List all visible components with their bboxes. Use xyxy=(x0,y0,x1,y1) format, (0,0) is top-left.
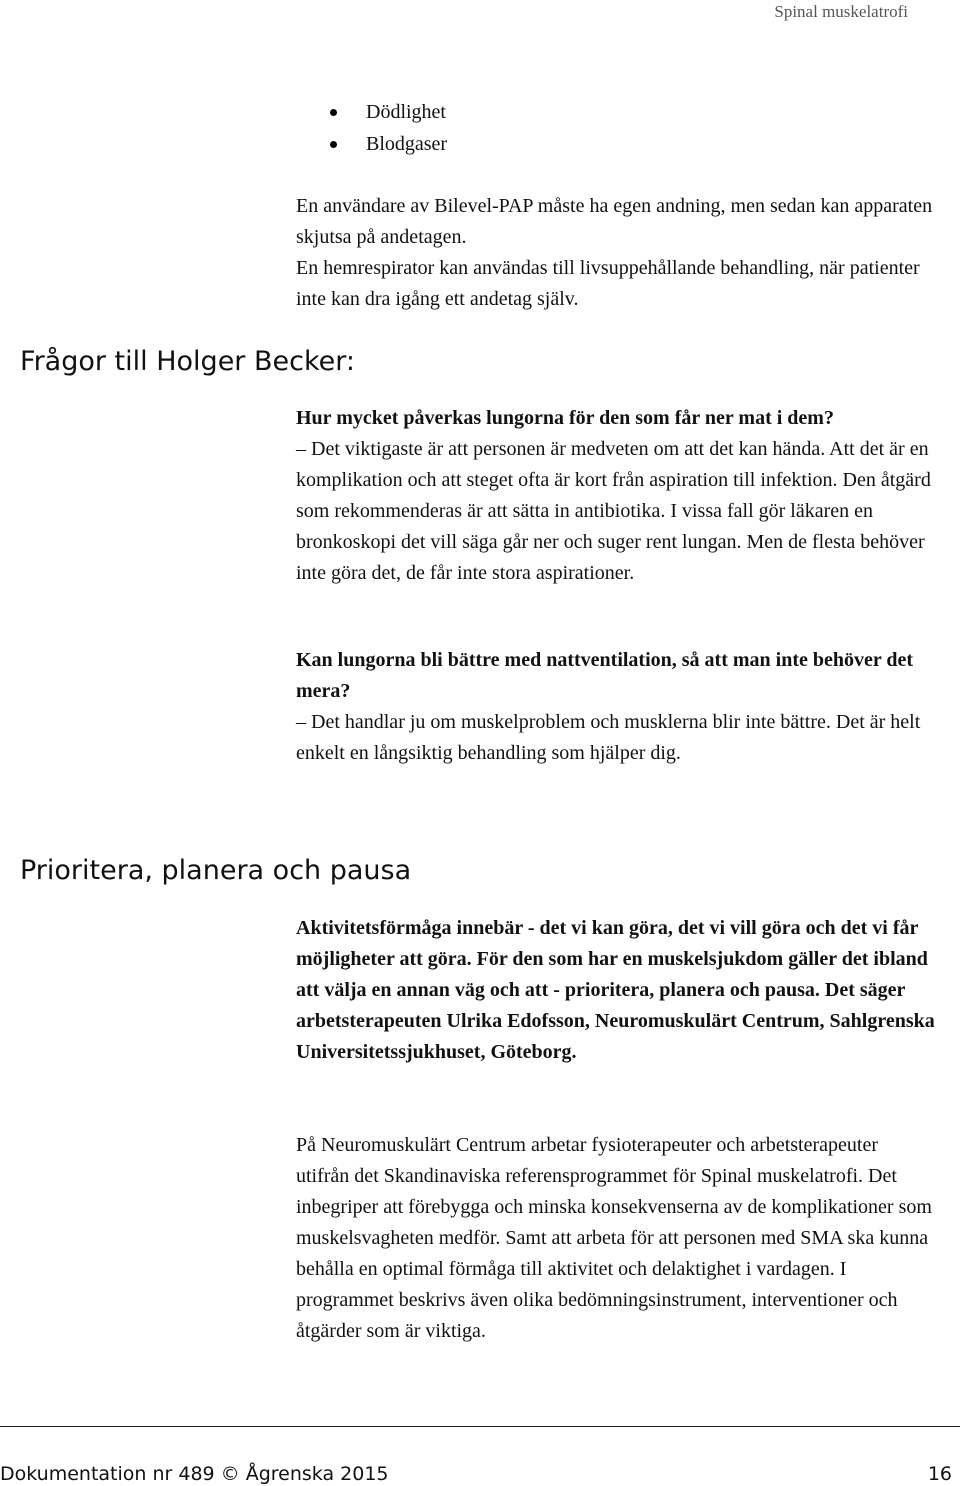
footer-rule xyxy=(0,1426,960,1427)
qa-block-2 xyxy=(296,645,936,769)
bullet-icon xyxy=(330,141,337,148)
answer xyxy=(296,707,936,769)
running-header: Spinal muskelatrofi xyxy=(774,2,908,21)
section-heading-prioritize: Prioritera, planera och pausa xyxy=(20,855,412,886)
question: Kan lungorna bli bättre med nattventilation, så att man inte behöver det mera? xyxy=(296,649,914,702)
answer-lead: – Det handlar ju om muskelproblem och musklerna blir inte bättre. xyxy=(296,711,831,733)
intro-paragraph: En användare av Bilevel-PAP måste ha egen andning, men sedan kan apparaten skjutsa på andetagen. xyxy=(296,195,933,248)
footer-text: Dokumentation nr 489 © Ågrenska 2015 xyxy=(0,1463,389,1485)
answer-lead: – Det viktigaste är att personen är medveten om att det kan hända. xyxy=(296,438,826,460)
answer-rest: Det är helt enkelt en långsiktig behandling som hjälper dig. xyxy=(296,711,921,764)
answer-rest: Att det är en komplikation och att steget ofta är kort från aspiration till infektion. Den åtgärd som rekommenderas är att sätta in antibiotika. I vissa fall gör läkaren en bronkoskopi det vill säga går ner och suger rent lungan. Men de flesta behöver inte göra det, de får inte stora aspirationer. xyxy=(296,438,931,584)
intro-paragraph: En hemrespirator kan användas till livsuppehållande behandling, när patienter inte kan dra igång ett andetag själv. xyxy=(296,257,920,310)
bullet-icon xyxy=(330,109,337,116)
list-item-text: Blodgaser xyxy=(366,133,448,155)
question: Hur mycket påverkas lungorna för den som får ner mat i dem? xyxy=(296,407,834,429)
section-heading-questions: Frågor till Holger Becker: xyxy=(20,346,355,377)
body-paragraph: På Neuromuskulärt Centrum arbetar fysioterapeuter och arbetsterapeuter utifrån det Skandinaviska referensprogrammet för Spinal muskelatrofi. Det inbegriper att förebygga och minska konsekvenserna av de komplikationer som muskelsvagheten medför. Samt att arbeta för att personen med SMA ska kunna behålla en optimal förmåga till aktivitet och delaktighet i vardagen. I programmet beskrivs även olika bedömningsinstrument, interventioner och åtgärder som är viktiga. xyxy=(296,1134,932,1342)
qa-block-1 xyxy=(296,403,936,589)
intro-text xyxy=(296,191,936,315)
answer xyxy=(296,434,936,589)
list-item-text: Dödlighet xyxy=(366,101,446,123)
page-number: 16 xyxy=(927,1463,952,1485)
list-item xyxy=(330,96,447,128)
list-item xyxy=(330,128,447,160)
bullet-list xyxy=(330,96,447,160)
lead-paragraph: Aktivitetsförmåga innebär - det vi kan göra, det vi vill göra och det vi får möjligheter att göra. För den som har en muskelsjukdom gäller det ibland att välja en annan väg och att - prioritera, planera och pausa. Det säger arbetsterapeuten Ulrika Edofsson, Neuromuskulärt Centrum, Sahlgrenska Universitetssjukhuset, Göteborg. xyxy=(296,917,935,1063)
